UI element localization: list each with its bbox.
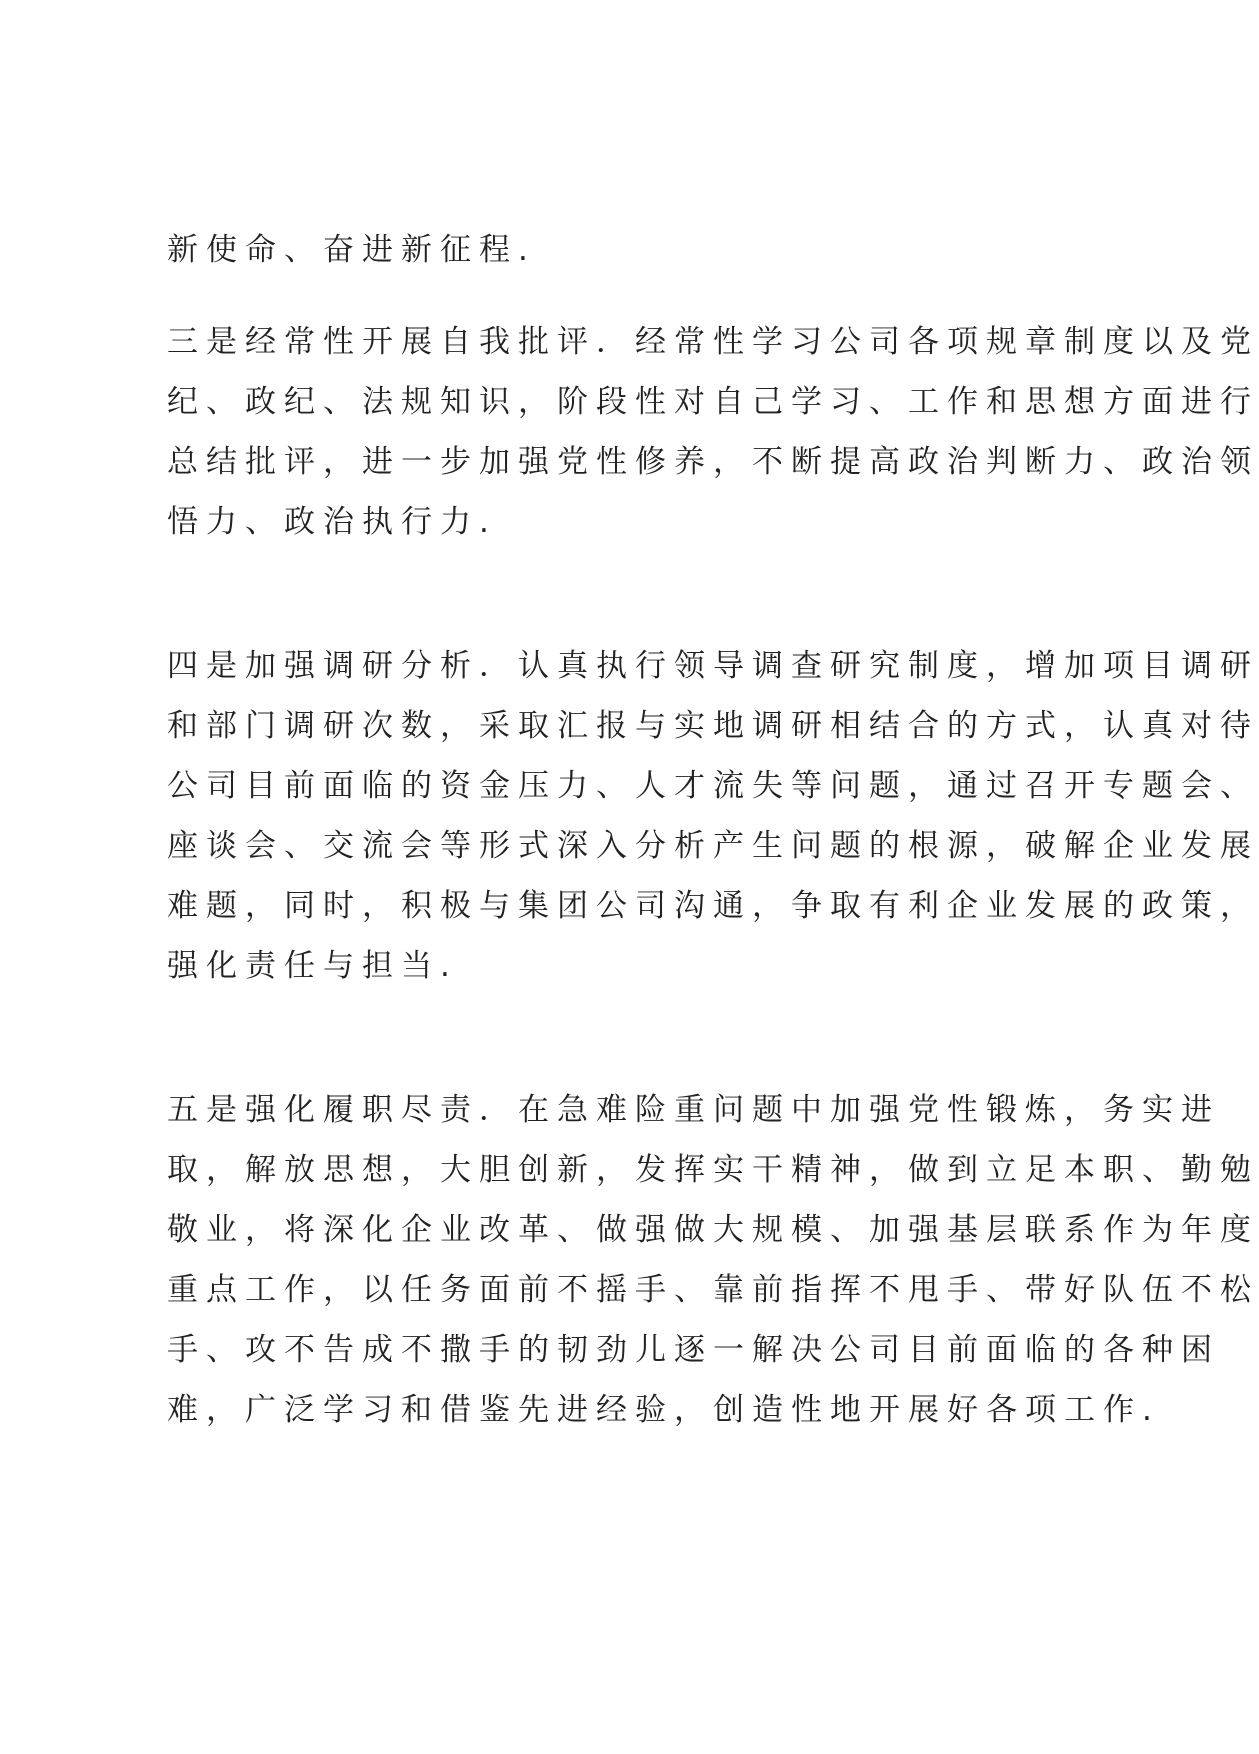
text-line: 五是强化履职尽责．在急难险重问题中加强党性锻炼，务实进 — [167, 1092, 1220, 1128]
text-line: 公司目前面临的资金压力、人才流失等问题，通过召开专题会、 — [167, 768, 1259, 804]
text-line: 三是经常性开展自我批评．经常性学习公司各项规章制度以及党 — [167, 324, 1259, 360]
text-line: 取，解放思想，大胆创新，发挥实干精神，做到立足本职、勤勉 — [167, 1152, 1259, 1188]
text-line: 重点工作，以任务面前不摇手、靠前指挥不甩手、带好队伍不松 — [167, 1272, 1259, 1308]
text-line: 难，广泛学习和借鉴先进经验，创造性地开展好各项工作. — [167, 1392, 1160, 1428]
text-line: 总结批评，进一步加强党性修养，不断提高政治判断力、政治领 — [167, 444, 1259, 480]
text-line: 敬业，将深化企业改革、做强做大规模、加强基层联系作为年度 — [167, 1212, 1259, 1248]
text-line: 难题，同时，积极与集团公司沟通，争取有利企业发展的政策， — [167, 888, 1259, 924]
text-line: 手、攻不告成不撒手的韧劲儿逐一解决公司目前面临的各种困 — [167, 1332, 1220, 1368]
text-line: 强化责任与担当. — [167, 948, 458, 984]
text-line: 新使命、奋进新征程. — [167, 232, 536, 268]
text-line: 纪、政纪、法规知识，阶段性对自己学习、工作和思想方面进行 — [167, 384, 1259, 420]
text-line: 和部门调研次数，采取汇报与实地调研相结合的方式，认真对待 — [167, 708, 1259, 744]
text-line: 四是加强调研分析．认真执行领导调查研究制度，增加项目调研 — [167, 648, 1259, 684]
text-line: 悟力、政治执行力. — [167, 504, 497, 540]
text-line: 座谈会、交流会等形式深入分析产生问题的根源，破解企业发展 — [167, 828, 1259, 864]
